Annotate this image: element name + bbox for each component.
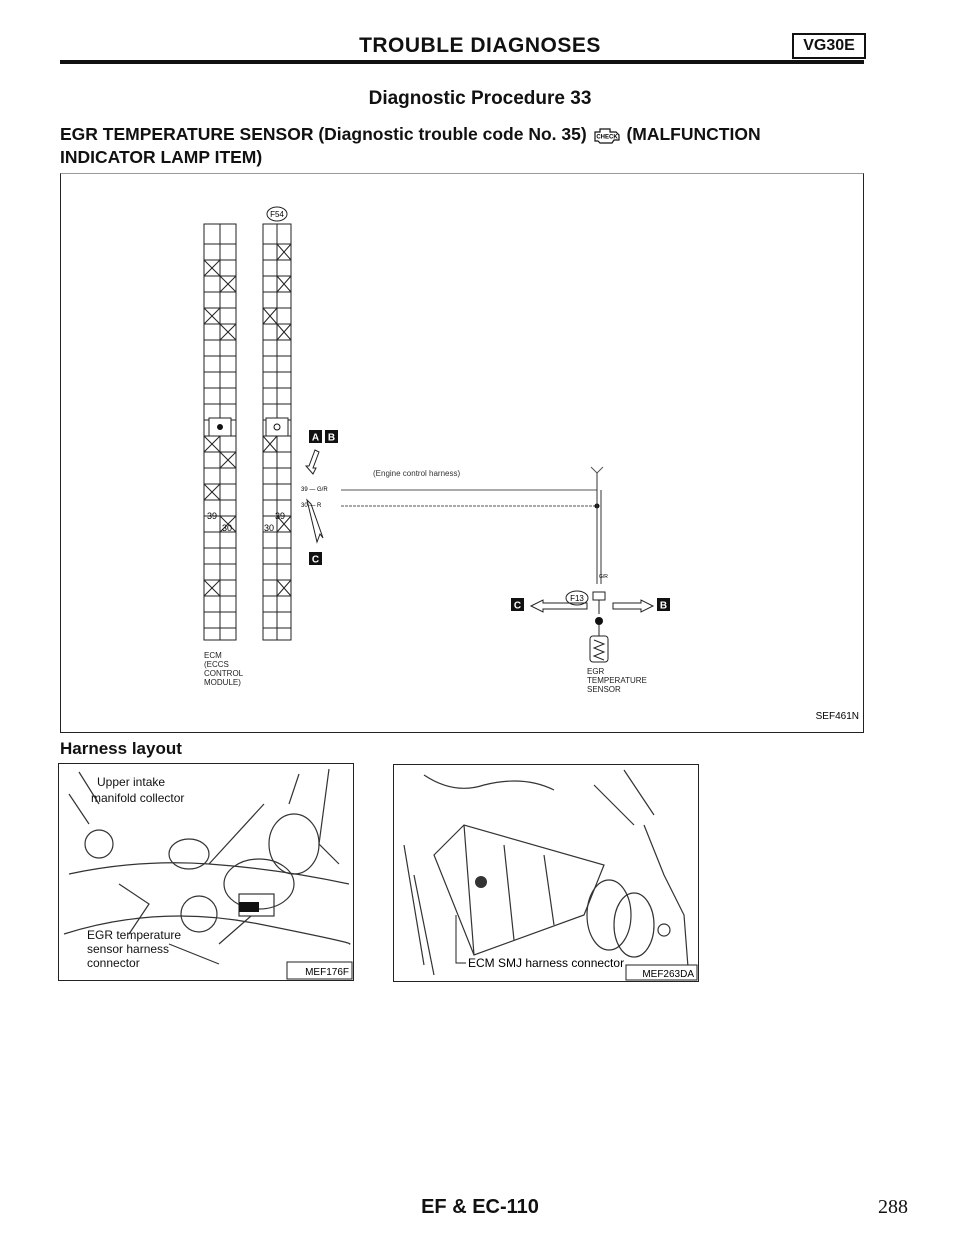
photo1-label-top: Upper intake manifold collector: [91, 775, 185, 805]
svg-text:C: C: [513, 600, 522, 612]
ecm-label: ECM (ECCS CONTROL MODULE): [204, 651, 243, 687]
ecm-terminal-open-right: [266, 418, 288, 436]
engine-code-badge: VG30E: [792, 33, 866, 59]
svg-text:B: B: [659, 600, 668, 612]
header-rule: [60, 60, 864, 64]
procedure-subtitle: [60, 123, 860, 169]
probe-arrow-right: [613, 600, 653, 612]
check-icon-label: CHECK: [595, 134, 618, 141]
svg-text:A: A: [311, 432, 320, 444]
wiring-diagram: [60, 173, 864, 733]
pin-39-label-left: 39: [207, 511, 218, 521]
probe-arrow-up: [306, 450, 319, 474]
photo2-ref-code: MEF263DA: [642, 969, 694, 980]
harness-layout-heading: Harness layout: [60, 739, 182, 758]
harness-label: (Engine control harness): [373, 469, 461, 478]
svg-text:B: B: [327, 432, 336, 444]
section-code: EF & EC-110: [421, 1196, 539, 1218]
subtitle-part-a: EGR TEMPERATURE SENSOR (Diagnostic trouble code No. 35): [60, 124, 587, 144]
wire-label-30: 30 — R: [301, 503, 322, 509]
check-engine-icon: [592, 125, 622, 145]
subtitle-line-2: INDICATOR LAMP ITEM): [60, 147, 263, 167]
subtitle-part-b: (MALFUNCTION: [626, 124, 761, 144]
sensor-connector: [593, 592, 605, 600]
vertical-wire-color: G/R: [599, 574, 608, 580]
probe-badge-a: [309, 430, 322, 444]
wiring-diagram-svg: [61, 174, 863, 732]
svg-text:C: C: [311, 554, 320, 566]
engine-bay-photo: [58, 763, 354, 981]
procedure-title: Diagnostic Procedure 33: [368, 88, 592, 109]
pin-30-label-right: 30: [264, 523, 275, 533]
probe-badge-c-sensor: [511, 598, 524, 612]
probe-badge-c-lower: [309, 552, 322, 566]
probe-badge-b-sensor: [657, 598, 670, 612]
photo1-ref-code: MEF176F: [305, 967, 349, 978]
connector-f54-label: F54: [270, 210, 284, 219]
photo2-label: ECM SMJ harness connector: [468, 956, 625, 970]
photo1-label-bottom: EGR temperature sensor harness connector: [87, 928, 182, 970]
ecm-connector-photo: [393, 764, 699, 982]
connector-f13-label: F13: [570, 594, 584, 603]
pin-39-label-right: 39: [275, 511, 286, 521]
sensor-label: EGR TEMPERATURE SENSOR: [587, 667, 647, 694]
diagram-ref-code: SEF461N: [815, 711, 859, 722]
probe-badge-b: [325, 430, 338, 444]
page-number: 288: [878, 1196, 908, 1218]
wire-label-39: 39 — G/R: [301, 487, 328, 493]
pin-30-label-left: 30: [222, 523, 233, 533]
page-header-title: TROUBLE DIAGNOSES: [359, 34, 601, 57]
